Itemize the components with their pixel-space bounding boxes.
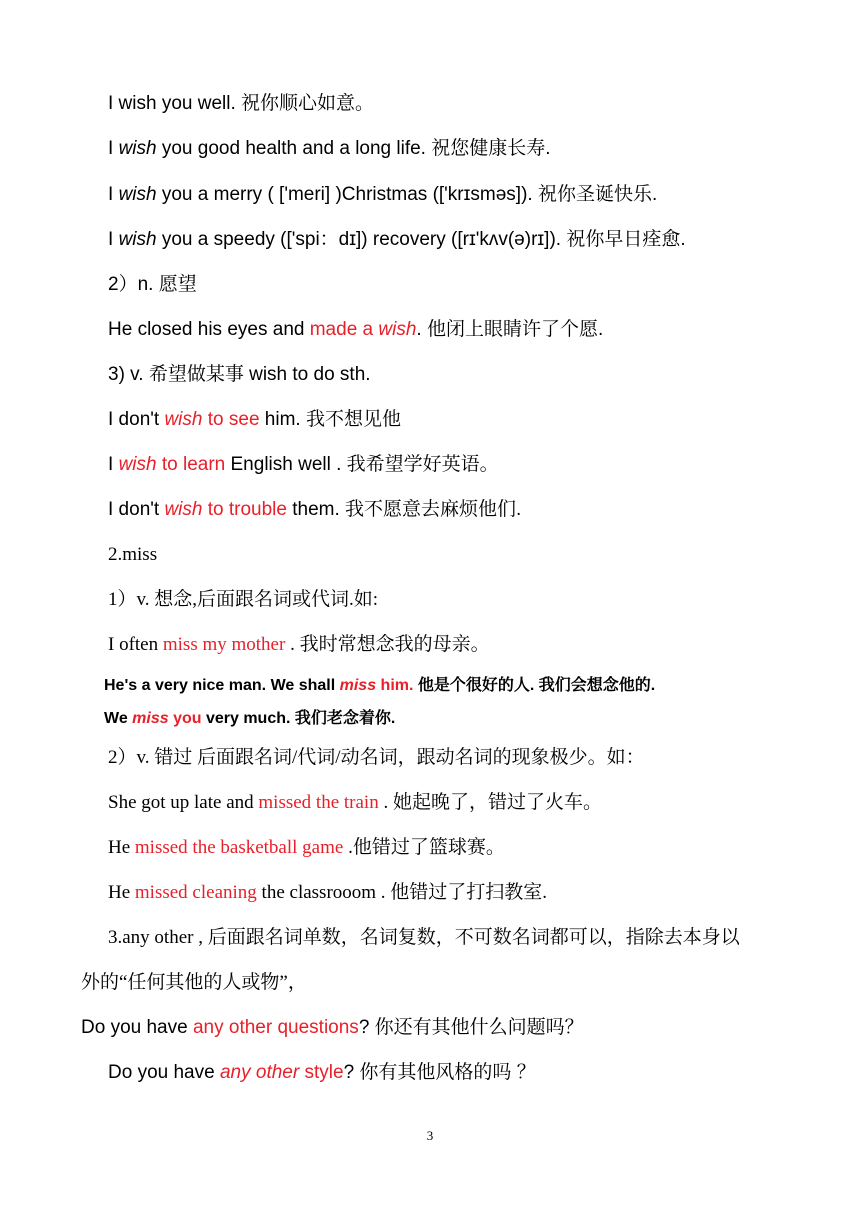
text-segment: He xyxy=(108,882,135,903)
text-segment: I don't xyxy=(108,409,165,430)
line-miss-you xyxy=(104,709,395,728)
highlighted-phrase: to learn xyxy=(156,454,226,475)
heading-miss-verb-2 xyxy=(108,747,645,770)
highlighted-phrase: made a xyxy=(309,319,379,340)
text-segment: I xyxy=(108,454,119,475)
text-segment: 2）n. 愿望 xyxy=(108,274,197,295)
text-segment: I xyxy=(108,138,119,159)
highlighted-phrase: you xyxy=(168,710,202,727)
text-segment: Do you have xyxy=(81,1017,193,1038)
line-missed-game xyxy=(108,837,505,860)
text-segment: I don't xyxy=(108,499,165,520)
text-segment: ? 你有其他风格的吗 ？ xyxy=(343,1062,536,1083)
text-segment: wish xyxy=(118,138,157,159)
heading-wish-noun xyxy=(108,274,197,297)
line-miss-mother xyxy=(108,634,490,657)
highlighted-phrase: wish xyxy=(164,499,203,520)
line-wish-recovery xyxy=(108,229,686,252)
highlighted-phrase: wish xyxy=(378,319,417,340)
highlighted-phrase: missed cleaning xyxy=(134,882,257,903)
text-segment: 他是个很好的人. 我们会想念他的. xyxy=(413,677,656,694)
line-other-style xyxy=(108,1062,536,1085)
text-segment: wish xyxy=(118,184,157,205)
text-segment: . 他闭上眼睛许了个愿. xyxy=(416,319,604,340)
highlighted-phrase: style xyxy=(299,1062,344,1083)
text-segment: you a merry ( ['meri] )Christmas (['krɪsməs]). 祝你圣诞快乐. xyxy=(156,184,658,205)
highlighted-phrase: missed the basketball game xyxy=(134,837,344,858)
text-segment: . 她起晚了，错过了火车。 xyxy=(378,792,602,813)
text-segment: you good health and a long life. 祝您健康长寿. xyxy=(156,138,551,159)
highlighted-phrase: to trouble xyxy=(202,499,287,520)
text-segment: He's a very nice man. We shall xyxy=(104,677,340,694)
text-segment: Do you have xyxy=(108,1062,220,1083)
highlighted-phrase: him. xyxy=(376,677,414,694)
line-other-questions xyxy=(81,1017,584,1040)
line-wish-to-see xyxy=(108,409,401,432)
text-segment: He xyxy=(108,837,135,858)
line-wish-christmas xyxy=(108,184,657,207)
text-segment: I xyxy=(108,229,119,250)
text-segment: English well . 我希望学好英语。 xyxy=(225,454,499,475)
highlighted-phrase: miss my mother xyxy=(162,634,286,655)
line-wish-health xyxy=(108,138,551,161)
line-made-a-wish xyxy=(108,319,603,342)
text-segment: .他错过了篮球赛。 xyxy=(343,837,505,858)
text-segment: He closed his eyes and xyxy=(108,319,310,340)
highlighted-phrase: miss xyxy=(339,677,377,694)
text-segment: wish xyxy=(118,229,157,250)
text-segment: 2）v. 错过 后面跟名词/代词/动名词，跟动名词的现象极少。如： xyxy=(108,747,645,768)
text-segment: I often xyxy=(108,634,163,655)
heading-wish-to-do xyxy=(108,364,371,387)
text-segment: 1）v. 想念,后面跟名词或代词.如: xyxy=(108,589,379,610)
highlighted-phrase: miss xyxy=(132,710,169,727)
heading-miss xyxy=(108,544,157,567)
line-wish-to-trouble xyxy=(108,499,521,522)
page-number: 3 xyxy=(426,1128,434,1143)
line-missed-cleaning xyxy=(108,882,547,905)
text-segment: 3) v. 希望做某事 wish to do sth. xyxy=(108,364,371,385)
highlighted-phrase: missed the train xyxy=(258,792,379,813)
text-segment: She got up late and xyxy=(108,792,259,813)
line-miss-him xyxy=(104,676,655,695)
heading-any-other xyxy=(108,927,740,950)
text-segment: them. 我不愿意去麻烦他们. xyxy=(286,499,522,520)
highlighted-phrase: wish xyxy=(164,409,203,430)
text-segment: I wish you well. 祝你顺心如意。 xyxy=(108,93,375,114)
line-missed-train xyxy=(108,792,602,815)
heading-miss-verb-1 xyxy=(108,589,378,612)
text-segment: . 我时常想念我的母亲。 xyxy=(285,634,490,655)
text-segment: We xyxy=(104,710,133,727)
text-segment: 2.miss xyxy=(108,544,158,565)
highlighted-phrase: any other xyxy=(219,1062,300,1083)
line-wish-to-learn xyxy=(108,454,499,477)
text-segment: ? 你还有其他什么问题吗？ xyxy=(358,1017,584,1038)
text-segment: 3.any other , 后面跟名词单数，名词复数，不可数名词都可以，指除去本身以 xyxy=(108,927,740,948)
text-segment: I xyxy=(108,184,119,205)
text-segment: 外的“任何其他的人或物”， xyxy=(81,972,307,993)
text-segment: very much. 我们老念着你. xyxy=(201,710,396,727)
line-wish-well xyxy=(108,93,374,116)
highlighted-phrase: wish xyxy=(118,454,157,475)
highlighted-phrase: to see xyxy=(202,409,260,430)
text-segment: him. 我不想见他 xyxy=(259,409,401,430)
text-segment: you a speedy (['spi：dɪ]) recovery ([rɪ'kʌv(ə)rɪ]). 祝你早日痊愈. xyxy=(156,229,686,250)
heading-any-other-cont xyxy=(81,972,307,995)
highlighted-phrase: any other questions xyxy=(192,1017,359,1038)
text-segment: the classrooom . 他错过了打扫教室. xyxy=(256,882,548,903)
